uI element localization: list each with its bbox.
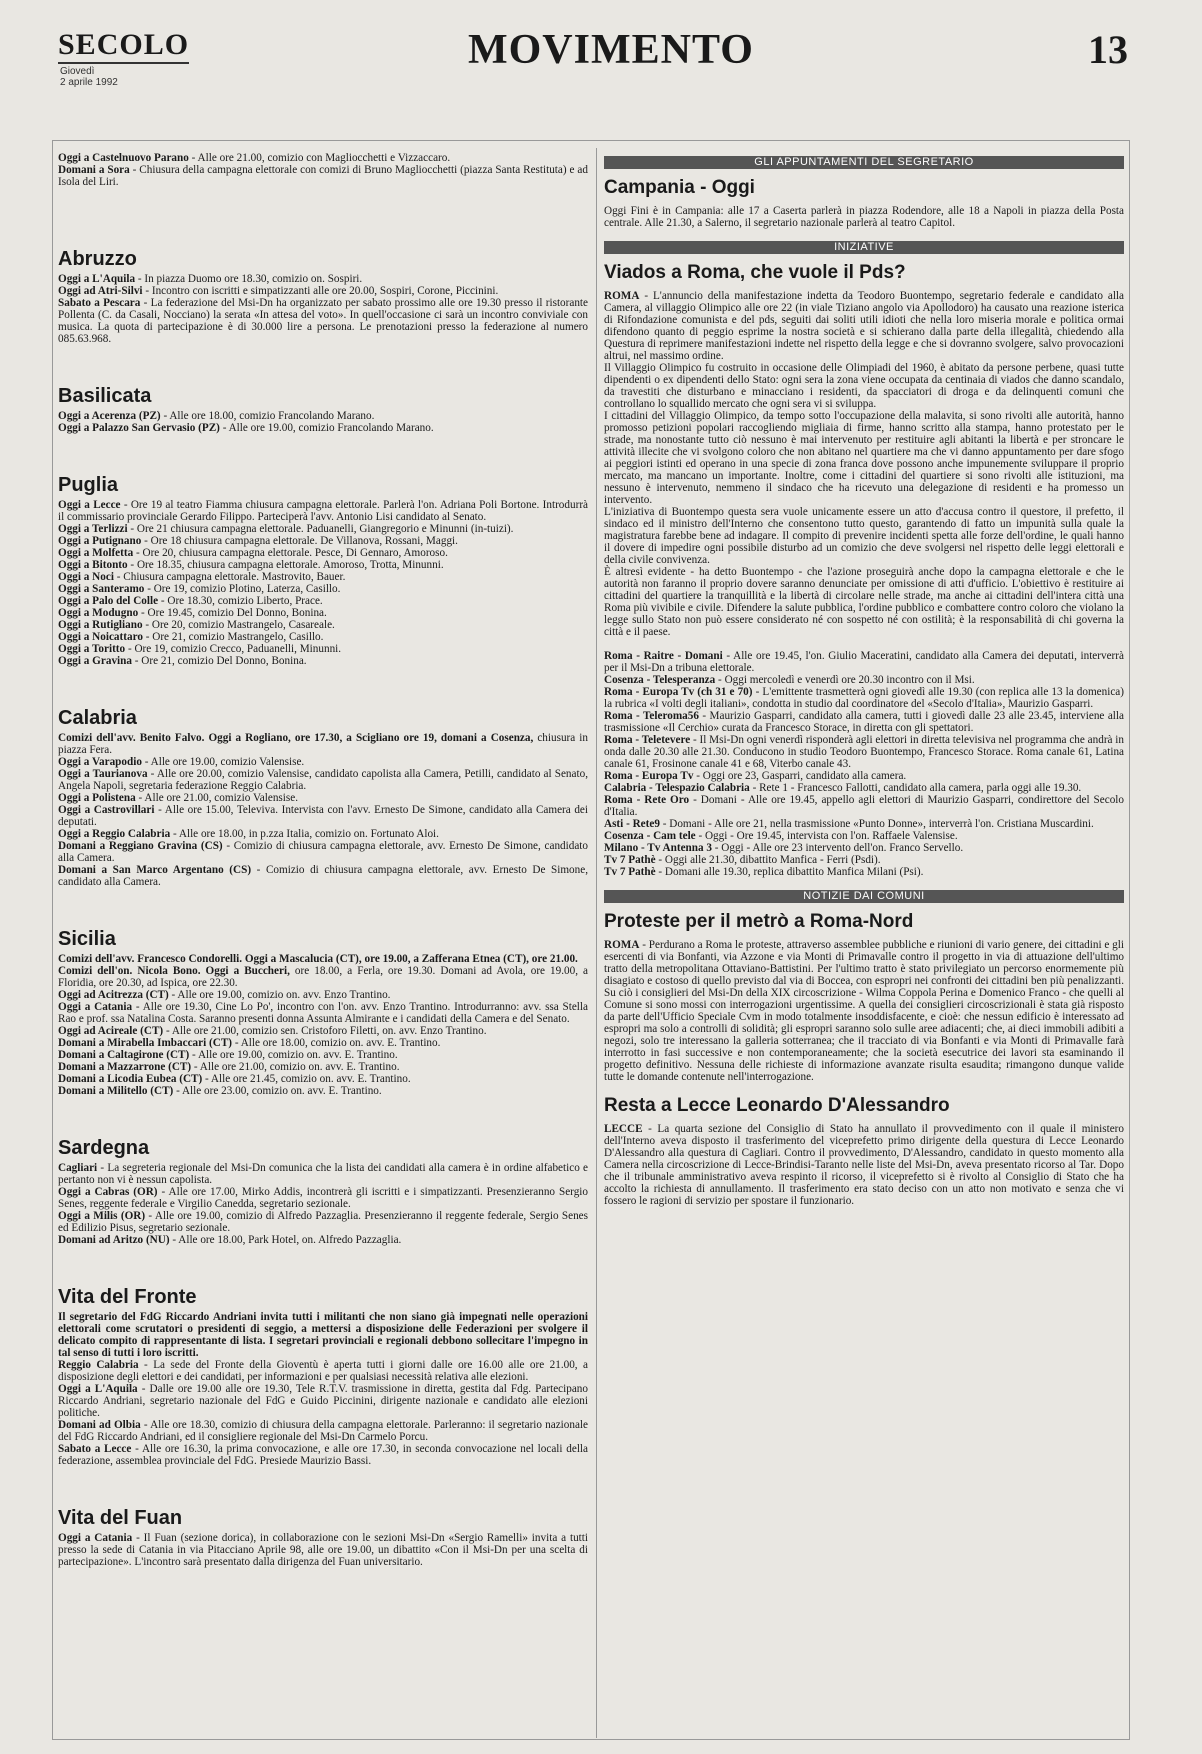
appointment-line (58, 1359, 588, 1383)
appointment-line-lead: Oggi a Noci (58, 571, 114, 583)
article-paragraph (604, 506, 1124, 566)
appointment-line (58, 792, 588, 804)
campania-text: Oggi Fini è in Campania: alle 17 a Caserta parlerà in piazza Rodendore, alle 18 a Napoli in piazza della Posta centrale. Alle 21.30, a Salerno, il segretario nazionale parlerà al teatro Capitol. (604, 205, 1124, 229)
lecce-article (604, 1123, 1124, 1207)
appointment-line-text: - Alle ore 21.00, comizio on. avv. E. Trantino. (191, 1061, 400, 1073)
intro-line-lead: Oggi a Castelnuovo Parano (58, 152, 189, 164)
media-line-text: - Oggi alle 21.30, dibattito Manfica - Ferri (Psdi). (655, 854, 881, 866)
region-section (58, 1137, 588, 1246)
appointment-line-text: - Alle ore 21.00, comizio Valensise. (135, 792, 298, 804)
appointment-line-lead: Sabato a Pescara (58, 297, 141, 309)
appointment-line (58, 864, 588, 888)
appointment-line (58, 965, 588, 989)
appointment-line-text: - Alle ore 19.00, comizio di Alfredo Pazzaglia. Presenzieranno il reggente federale, Sergio Senes ed Edilizio Pisus, segretario sezionale. (58, 1210, 588, 1234)
column-divider (596, 148, 597, 1738)
appointment-line-lead: Domani ad Olbia (58, 1419, 141, 1431)
banner-comuni: NOTIZIE DAI COMUNI (604, 890, 1124, 903)
appointment-line (58, 1419, 588, 1443)
appointment-line (58, 619, 588, 631)
appointment-line (58, 571, 588, 583)
media-line-text: - Oggi ore 23, Gasparri, candidato alla camera. (693, 770, 907, 782)
banner-iniziative: INIZIATIVE (604, 241, 1124, 254)
appointment-line-text: chiusura in piazza Fera. (58, 732, 588, 756)
appointment-line (58, 499, 588, 523)
media-line-lead: Asti - Rete9 (604, 818, 660, 830)
appointment-line (58, 583, 588, 595)
appointment-line-text: - Ore 19.45, comizio Del Donno, Bonina. (138, 607, 327, 619)
media-line-text: - Domani - Alle ore 19.45, appello agli elettori di Maurizio Gasparri, condirettore del Secolo d'Italia. (604, 794, 1124, 818)
intro-line-lead: Domani a Sora (58, 164, 130, 176)
appointment-line-text: - Alle ore 17.00, Mirko Addis, incontrerà gli iscritti e i simpatizzanti. Presenzieranno Sergio Senes, reggente federale e Virgilio Canedda, segretario sezionale. (58, 1186, 588, 1210)
media-line-lead: Cosenza - Telesperanza (604, 674, 716, 686)
region-section (58, 248, 588, 345)
media-line (604, 674, 1124, 686)
appointment-line-lead: Domani a Mirabella Imbaccari (CT) (58, 1037, 233, 1049)
media-line-lead: Milano - Tv Antenna 3 (604, 842, 712, 854)
appointment-line-text: - Alle ore 19.00, comizio on. avv. E. Trantino. (189, 1049, 398, 1061)
appointment-line-lead: Oggi a Putignano (58, 535, 142, 547)
appointment-line-text: - Alle ore 21.00, comizio sen. Cristoforo Filetti, on. avv. Enzo Trantino. (163, 1025, 487, 1037)
appointment-line (58, 595, 588, 607)
appointment-line-text: - La sede del Fronte della Gioventù è aperta tutti i giorni dalle ore 16.00 alle ore 21.00, a disposizione degli elettori e dei candidati, per informazioni e per qualsiasi necessità relativa alle elezioni. (58, 1359, 588, 1383)
appointment-line-text: - Alle ore 18.00, comizio on. avv. E. Trantino. (232, 1037, 441, 1049)
appointment-line (58, 547, 588, 559)
appointment-line-text: - Alle ore 19.00, comizio Francolando Marano. (219, 422, 434, 434)
region-title: Vita del Fuan (58, 1507, 183, 1529)
appointment-line (58, 523, 588, 535)
appointment-line (58, 607, 588, 619)
region-title: Basilicata (58, 385, 152, 407)
media-line (604, 842, 1124, 854)
region-title: Sardegna (58, 1137, 150, 1159)
appointment-line-text: - Chiusura campagna elettorale. Mastrovito, Bauer. (113, 571, 346, 583)
issue-day: Giovedì (60, 66, 95, 77)
section-title: MOVIMENTO (468, 27, 754, 73)
media-line (604, 830, 1124, 842)
appointment-line (58, 1443, 588, 1467)
appointment-line-text: - Alle ore 18.00, Park Hotel, on. Alfredo Pazzaglia. (169, 1234, 402, 1246)
appointment-line-lead: Oggi a Cabras (OR) (58, 1186, 158, 1198)
intro-block (58, 152, 588, 188)
appointment-line (58, 953, 588, 965)
appointment-line-lead: Comizi dell'avv. Benito Falvo. Oggi a Rogliano, ore 17.30, a Scigliano ore 19, domani a Cosenza, (58, 732, 534, 744)
media-line-text: - Oggi mercoledì e venerdì ore 20.30 incontro con il Msi. (715, 674, 975, 686)
appointment-line (58, 756, 588, 768)
article-paragraph (604, 290, 1124, 362)
media-line-lead: Roma - Teleroma56 (604, 710, 699, 722)
region-section (58, 385, 588, 434)
article-paragraph (604, 362, 1124, 410)
appointment-line-text: - Alle ore 18.30, comizio di chiusura della campagna elettorale. Parleranno: il segretario nazionale del FdG Riccardo Andriani, ed il consigliere regionale del Msi-Dn Carmelo Porcu. (58, 1419, 588, 1443)
article-paragraph (604, 410, 1124, 506)
appointment-line-text: - Ore 18 chiusura campagna elettorale. De Villanova, Rossani, Maggi. (141, 535, 458, 547)
appointment-line-lead: Oggi a Santeramo (58, 583, 145, 595)
appointment-line-lead: Oggi a Polistena (58, 792, 136, 804)
media-line (604, 782, 1124, 794)
intro-line-text: - Alle ore 21.00, comizio con Magliocchetti e Vizzaccaro. (188, 152, 451, 164)
appointment-line-text: - Alle ore 19.00, comizio on. avv. Enzo Trantino. (168, 989, 391, 1001)
appointment-line (58, 1210, 588, 1234)
appointment-line-text: - Incontro con iscritti e simpatizzanti alle ore 20.00, Sospiri, Corone, Piccinini. (142, 285, 499, 297)
region-section (58, 1507, 588, 1568)
appointment-line (58, 1162, 588, 1186)
appointment-line-text: - Ore 20, comizio Mastrangelo, Casareale. (142, 619, 335, 631)
appointment-line (58, 631, 588, 643)
media-line (604, 770, 1124, 782)
media-line-lead: Cosenza - Cam tele (604, 830, 696, 842)
appointment-line-lead: Oggi a Palo del Colle (58, 595, 159, 607)
appointment-line (58, 643, 588, 655)
article-paragraph-text: L'iniziativa di Buontempo questa sera vuole unicamente essere un atto d'accusa contro il questore, il prefetto, il sindaco ed il ministro dell'Interno che consentono tutto questo, garantendo di fatto un impunità sulla quale la magistratura farebbe bene ad indagare. Il compito di prevenire incidenti spetta alle forze dell'ordine, le quali hanno il dovere di impedire ogni possibile disturbo ad un comizio che deve svolgersi nel rispetto delle leggi elettorali e della civile convivenza. (604, 506, 1124, 566)
appointment-line-text: - Alle ore 19.00, comizio Valensise. (141, 756, 305, 768)
media-line-text: - Domani alle 19.30, replica dibattito Manfica Milani (Psi). (655, 866, 924, 878)
appointment-line-lead: Oggi a Modugno (58, 607, 139, 619)
appointment-line-lead: Domani ad Aritzo (NU) (58, 1234, 170, 1246)
appointment-line (58, 1025, 588, 1037)
media-line-lead: Calabria - Telespazio Calabria (604, 782, 750, 794)
appointment-line-lead: Domani a San Marco Argentano (CS) (58, 864, 252, 876)
appointment-line-lead: Domani a Licodia Eubea (CT) (58, 1073, 203, 1085)
media-line-text: - Il Msi-Dn ogni venerdì risponderà agli elettori in diretta televisiva nel programma che andrà in onda dalle 20.30 alle 21.30. Conducono in studio Teodoro Buontempo, Francesco Storace. Roma canale 61, Latina canale 61, Frosinone canale 41 e 68, Viterbo canale 43. (604, 734, 1124, 770)
appointment-line-lead: Oggi a L'Aquila (58, 273, 136, 285)
appointment-line-lead: Oggi a Noicattaro (58, 631, 143, 643)
appointment-line (58, 1073, 588, 1085)
article-paragraph-text: I cittadini del Villaggio Olimpico, da tempo sotto l'occupazione della malavita, si sono rivolti alle autorità, hanno promosso petizioni popolari raccogliendo migliaia di firme, hanno scritto alla stampa, hanno protestato per le strade, ma nonostante tutto ciò nessuno è mai intervenuto per restituire agli abitanti la libertà e per stroncare le attività illecite che vi svolgono coloro che non abitano nel quartiere ma che vi danno appuntamento per dare sfogo ai peggiori istinti ed operano in una specie di zona franca dove possono anche impunemente sviluppare il proprio mercato, ma mancano un importante. Inoltre, come i cittadini del quartiere si sono rivolti alle istituzioni, ma nessuno è intervenuto, nemmeno il sindaco che ha ricevuto una delegazione di residenti e ha promesso un intervento. (604, 410, 1124, 506)
banner-appuntamenti: GLI APPUNTAMENTI DEL SEGRETARIO (604, 156, 1124, 169)
regions-list (58, 248, 588, 1568)
media-line-text: - Maurizio Gasparri, candidato alla camera, tutti i giovedì dalle 23 alle 23.45, interviene alla trasmissione «Il Cerchio» curata da Francesco Storace, in diretta con gli spettatori. (604, 710, 1124, 734)
appointment-line (58, 1061, 588, 1073)
region-title: Calabria (58, 707, 137, 729)
appointment-line-text: - Ore 21, comizio Del Donno, Bonina. (131, 655, 307, 667)
media-line (604, 854, 1124, 866)
article-paragraph (604, 566, 1124, 638)
left-column (58, 152, 588, 1737)
appointment-line-text: - Dalle ore 19.00 alle ore 19.30, Tele R.T.V. trasmissione in diretta, gestita dal Fdg. Partecipano Riccardo Andriani, segretario nazionale del FdG e Guido Piccinini, dirigente nazionale e candidato alle elezioni politiche. (58, 1383, 588, 1419)
appointment-line-text: ore 18.00, a Ferla, ore 19.30. Domani ad Avola, ore 19.00, a Floridia, ore 20.30, ad Ispica, ore 22.30. (58, 965, 588, 989)
newspaper-logo: SECOLO (58, 28, 190, 61)
appointment-line-lead: Oggi a Taurianova (58, 768, 148, 780)
media-line (604, 866, 1124, 878)
media-line-text: - Alle ore 19.45, l'on. Giulio Maceratini, candidato alla Camera dei deputati, interverrà per il Msi-Dn a tribuna elettorale. (604, 650, 1124, 674)
appointment-line-lead: Domani a Caltagirone (CT) (58, 1049, 190, 1061)
appointment-line-text: - Alle ore 16.30, la prima convocazione, e alle ore 17.30, in seconda convocazione nel locali della federazione, assemblea provinciale del FdG. Presiede Maurizio Bassi. (58, 1443, 588, 1467)
appointment-line (58, 828, 588, 840)
media-line-lead: Roma - Teletevere (604, 734, 691, 746)
appointment-line-text: - Comizio di chiusura campagna elettorale, avv. Ernesto De Simone, candidato alla Camera. (58, 864, 588, 888)
appointment-line-lead: Oggi ad Acireale (CT) (58, 1025, 164, 1037)
appointment-line (58, 410, 588, 422)
lecce-heading: Resta a Lecce Leonardo D'Alessandro (604, 1095, 950, 1116)
appointment-line-lead: Oggi a Acerenza (PZ) (58, 410, 161, 422)
metro-paragraph-text: - Perdurano a Roma le proteste, attraverso assemblee pubbliche e riunioni di vario genere, dei cittadini e gli esercenti di via Bonfanti, via Azzone e via Monti di Primavalle contro il progetto in via di attuazione dell'ultimo tratto della metropolitana Ottaviano-Battistini. Per l'ultimo tratto è stato privilegiato un percorso enormemente più disagiato e costoso di quello previsto dal via di Boccea, con espropri nei confronti dei cittadini ben più penalizzanti. Su ciò i consiglieri del Msi-Dn della XIX circoscrizione - Wilma Coppola Perina e Domenico Franco - che quelli al Comune si sono mossi con interrogazioni urgentissime. A quella dei consiglieri circoscrizionali è stata già risposto da parte dell'Ufficio Speciale Cvm in modo totalmente insoddisfacente, e cioè: che nessun edificio è interessato ad espropri ma solo a controlli di solidità; gli espropri saranno solo sulle aree adiacenti; che, ai dieci immobili adibiti a negozi, solo tre interessano la galleria sotterranea; che il tracciato di via Bonfanti e via Monti di Primavalle farà interrotto in fasi successive e non contemporaneamente; che la società esecutrice dei lavori sta esaminando il progetto definitivo. Nessuna delle richieste di informazione avanzate risulta esaudita; rimangono dunque valide tutte le domande contenute nell'interrogazione. (604, 939, 1124, 1083)
media-line (604, 818, 1124, 830)
appointment-line-lead: Oggi a Varapodio (58, 756, 142, 768)
appointment-line (58, 1186, 588, 1210)
metro-heading: Proteste per il metrò a Roma-Nord (604, 911, 914, 932)
appointment-line-text: - Ore 19, comizio Plotino, Laterza, Casillo. (144, 583, 341, 595)
appointment-line-text: - Ore 18.35, chiusura campagna elettorale. Amoroso, Trotta, Minunni. (127, 559, 444, 571)
metro-paragraph (604, 939, 1124, 1083)
viados-article (604, 290, 1124, 638)
region-section (58, 1286, 588, 1467)
appointment-line (58, 1037, 588, 1049)
metro-article (604, 939, 1124, 1083)
appointment-line-lead: Oggi a Catania (58, 1532, 133, 1544)
media-line-lead: Roma - Rete Oro (604, 794, 690, 806)
appointment-line-text: - Alle ore 18.00, comizio Francolando Marano. (160, 410, 375, 422)
right-column (604, 152, 1124, 1737)
appointment-line (58, 655, 588, 667)
article-paragraph-text: È altresì evidente - ha detto Buontempo - che l'azione proseguirà anche dopo la campagna elettorale e che le autorità non faranno il proprio dovere saranno denunciate per omissione di atti d'ufficio. L'obiettivo è restituire ai cittadini del quartiere la tranquillità e la libertà di circolare nelle strade, ma anche ai cittadini dell'intera città una Roma più vivibile e civile. Difendere la salute pubblica, l'ordine pubblico e combattere contro coloro che violano la legge sullo Stato non può essere considerato né con sospetto né con ostilità; è la responsabilità di chi governa la città e il paese. (604, 566, 1124, 638)
region-title: Sicilia (58, 928, 116, 950)
appointment-line-lead: Oggi a Lecce (58, 499, 121, 511)
appointment-line (58, 989, 588, 1001)
appointment-line-text: - Alle ore 20.00, comizio Valensise, candidato capolista alla Camera, Petilli, candidato al Senato, Angela Napoli, segretaria federazione Reggio Calabria. (58, 768, 588, 792)
appointment-line-lead: Oggi a Castrovillari (58, 804, 155, 816)
appointment-line (58, 732, 588, 756)
appointment-line-text: - In piazza Duomo ore 18.30, comizio on. Sospiri. (135, 273, 363, 285)
region-section (58, 474, 588, 667)
appointment-line-lead: Domani a Militello (CT) (58, 1085, 174, 1097)
intro-line (58, 152, 588, 164)
region-title: Vita del Fronte (58, 1286, 197, 1308)
appointment-line (58, 768, 588, 792)
appointment-line-lead: Oggi a Catania (58, 1001, 133, 1013)
campania-heading: Campania - Oggi (604, 177, 755, 198)
media-line-text: - Rete 1 - Francesco Fallotti, candidato alla camera, parla oggi alle 19.30. (749, 782, 1082, 794)
media-line-text: - Oggi - Ore 19.45, intervista con l'on. Raffaele Valensise. (695, 830, 958, 842)
appointment-line-lead: Cagliari (58, 1162, 98, 1174)
media-line (604, 734, 1124, 770)
media-line-lead: Roma - Europa Tv (604, 770, 694, 782)
appointment-line (58, 422, 588, 434)
appointment-line (58, 804, 588, 828)
lecce-paragraph (604, 1123, 1124, 1207)
appointment-line (58, 559, 588, 571)
appointment-line (58, 297, 588, 345)
media-line-text: - Domani - Alle ore 21, nella trasmissione «Punto Donne», interverrà l'on. Cristiana Muscardini. (659, 818, 1094, 830)
appointment-line-lead: Il segretario del FdG Riccardo Andriani invita tutti i militanti che non siano già impegnati nelle operazioni elettorali come scrutatori o presidenti di seggio, a mettersi a disposizione delle Federazioni per svolgere il delicato compito di rappresentante di lista. I segretari provinciali e regionali debbono sollecitare l'impegno in tal senso di tutti i loro iscritti. (58, 1311, 588, 1359)
media-line (604, 710, 1124, 734)
appointment-line-text: - Alle ore 18.00, in p.zza Italia, comizio on. Fortunato Aloi. (170, 828, 439, 840)
appointment-line-text: - Alle ore 21.45, comizio on. avv. E. Trantino. (202, 1073, 411, 1085)
appointment-line-lead: Oggi a Terlizzi (58, 523, 128, 535)
appointment-line-lead: Oggi ad Atri-Silvi (58, 285, 143, 297)
region-title: Puglia (58, 474, 119, 496)
intro-line-text: - Chiusura della campagna elettorale con comizi di Bruno Magliocchetti (piazza Santa Restituta) e ad Isola del Liri. (58, 164, 588, 188)
region-section (58, 707, 588, 888)
appointment-line-text: - La federazione del Msi-Dn ha organizzato per sabato prossimo alle ore 19.30 presso il ristorante Pollenta (C. da Casali, Nocciano) la serata «In attesa del voto». In quell'occasione ci sarà un incontro conviviale con musica. La quota di partecipazione è di 30.000 lire a persona. Le prenotazioni presso la federazione al numero 085.63.968. (58, 297, 588, 345)
media-line-lead: Tv 7 Pathè (604, 866, 656, 878)
intro-line (58, 164, 588, 188)
appointment-line-lead: Oggi a Palazzo San Gervasio (PZ) (58, 422, 220, 434)
appointment-line-lead: Oggi a Milis (OR) (58, 1210, 146, 1222)
appointment-line-text: - Il Fuan (sezione dorica), in collaborazione con le sezioni Msi-Dn «Sergio Ramelli» invita a tutti presso la sede di Catania in via Pitacciano Aprile 98, alle ore 19.00, un dibattito «Con il Msi-Dn per una scelta di partecipazione». L'incontro sarà presentato dalla dirigenza del Fuan universitario. (58, 1532, 588, 1568)
viados-heading: Viados a Roma, che vuole il Pds? (604, 262, 906, 283)
article-paragraph-lead: ROMA (604, 290, 640, 302)
appointment-line-text: - Ore 20, chiusura campagna elettorale. Pesce, Di Gennaro, Amoroso. (133, 547, 448, 559)
appointment-line-text: - Ore 21, comizio Mastrangelo, Casillo. (142, 631, 324, 643)
issue-date (60, 66, 118, 88)
appointment-line-text: - Alle ore 23.00, comizio on. avv. E. Trantino. (173, 1085, 382, 1097)
appointment-line (58, 1234, 588, 1246)
appointment-line (58, 1085, 588, 1097)
appointment-line-lead: Reggio Calabria (58, 1359, 139, 1371)
media-line-lead: Tv 7 Pathè (604, 854, 656, 866)
appointment-line (58, 840, 588, 864)
appointment-line-lead: Oggi a Rutigliano (58, 619, 143, 631)
appointment-line-lead: Oggi a Reggio Calabria (58, 828, 171, 840)
masthead (58, 24, 1128, 94)
media-line (604, 794, 1124, 818)
issue-date-text: 2 aprile 1992 (60, 77, 118, 88)
appointment-line-lead: Oggi a Bitonto (58, 559, 128, 571)
appointment-line-text: - Alle ore 19.30, Cine Lo Po', incontro con l'on. avv. Enzo Trantino. Introdurranno: avv. ssa Stella Rao e prof. ssa Natalina Costa. Saranno presenti donna Assunta Almirante e i candidati della Camera e del Senato. (58, 1001, 588, 1025)
appointment-line-text: - Alle ore 15.00, Televiva. Intervista con l'avv. Ernesto De Simone, candidato alla Camera dei deputati. (58, 804, 588, 828)
appointment-line-lead: Oggi ad Acitrezza (CT) (58, 989, 169, 1001)
appointment-line-lead: Oggi a Toritto (58, 643, 126, 655)
article-paragraph-text: - L'annuncio della manifestazione indetta da Teodoro Buontempo, segretario federale e candidato alla Camera, al villaggio Olimpico alle ore 22 (in viale Tiziano angolo via Apollodoro) ha causato una reazione isterica di Rifondazione comunista e del pds, seguiti dai soliti utili idioti che nella loro miseria morale e politica ormai difendono quanto di peggio esprime la nostra società e si schierano dalla parte della illegalità, chiedendo alla Questura di reprimere manifestazioni indette nel rispetto della legge e che si dovranno svolgere, salvo provocazioni altrui, nel massimo ordine. (604, 290, 1124, 362)
media-appointments (604, 650, 1124, 878)
appointment-line (58, 1532, 588, 1568)
media-line-text: - L'emittente trasmetterà ogni giovedì alle 19.30 (con replica alle 13 la domenica) la rubrica «I volti degli italiani», condotta in studio dal coordinatore del «Secolo d'Italia», Maurizio Gasparri. (604, 686, 1124, 710)
lecce-paragraph-lead: LECCE (604, 1123, 643, 1135)
appointment-line-text: - Comizio di chiusura campagna elettorale, avv. Ernesto De Simone, candidato alla Camera. (58, 840, 588, 864)
appointment-line (58, 285, 588, 297)
appointment-line (58, 535, 588, 547)
region-title: Abruzzo (58, 248, 137, 270)
page-number: 13 (1088, 27, 1128, 72)
lecce-paragraph-text: - La quarta sezione del Consiglio di Stato ha annullato il provvedimento con il quale il ministero dell'Interno aveva disposto il trasferimento del viceprefetto primo dirigente della questura di Lecce Leonardo D'Alessandro alla questura di Cagliari. Contro il provvedimento, D'Alessandro, candidato in questo momento alla Camera nella circoscrizione di Lecce-Brindisi-Taranto nelle liste del Msi-Dn, aveva presentato ricorso al Tar. Dopo che il tribunale amministrativo aveva respinto il ricorso, il viceprefetto si è rivolto al Consiglio di Stato che ha accolto la richiesta di annullamento. Il trasferimento era stato deciso con un atto non motivato e senza che vi fossero le ragioni di servizio per spostare il funzionario. (604, 1123, 1124, 1207)
appointment-line-lead: Comizi dell'on. Nicola Bono. Oggi a Buccheri, (58, 965, 290, 977)
appointment-line (58, 1049, 588, 1061)
appointment-line-lead: Sabato a Lecce (58, 1443, 132, 1455)
appointment-line-lead: Oggi a L'Aquila (58, 1383, 138, 1395)
appointment-line-text: - Ore 19 al teatro Fiamma chiusura campagna elettorale. Parlerà l'on. Adriana Poli Bortone. Introdurrà il commissario provinciale Gerardo Filippo. Parteciperà l'avv. Antonio Lisi candidato al Senato. (58, 499, 588, 523)
metro-paragraph-lead: ROMA (604, 939, 640, 951)
article-paragraph-text: Il Villaggio Olimpico fu costruito in occasione delle Olimpiadi del 1960, è abitato da persone perbene, quasi tutte dipendenti o ex dipendenti dello Stato: ogni sera la zona viene occupata da centinaia di viados che danno scandalo, da travestiti che disturbano e minacciano i residenti, da spacciatori di droga e da delinquenti comuni che controllano lo squallido mercato che ogni sera vi si sviluppa. (604, 362, 1124, 410)
appointment-line (58, 1311, 588, 1359)
appointment-line (58, 273, 588, 285)
appointment-line-lead: Oggi a Molfetta (58, 547, 134, 559)
appointment-line-lead: Domani a Mazzarrone (CT) (58, 1061, 192, 1073)
region-section (58, 928, 588, 1097)
appointment-line-text: - Ore 19, comizio Crecco, Paduanelli, Minunni. (125, 643, 342, 655)
media-line (604, 650, 1124, 674)
media-line-text: - Oggi - Alle ore 23 intervento dell'on. Franco Servello. (711, 842, 964, 854)
appointment-line-text: - La segreteria regionale del Msi-Dn comunica che la lista dei candidati alla camera è in ordine alfabetico e pertanto non vi è nessun capolista. (58, 1162, 588, 1186)
appointment-line (58, 1383, 588, 1419)
media-line-lead: Roma - Raitre - Domani (604, 650, 723, 662)
appointment-line-lead: Oggi a Gravina (58, 655, 132, 667)
appointment-line (58, 1001, 588, 1025)
media-line-lead: Roma - Europa Tv (ch 31 e 70) (604, 686, 753, 698)
appointment-line-lead: Comizi dell'avv. Francesco Condorelli. Oggi a Mascalucia (CT), ore 19.00, a Zafferana Etnea (CT), ore 21.00. (58, 953, 578, 965)
appointment-line-lead: Domani a Reggiano Gravina (CS) (58, 840, 223, 852)
media-line (604, 686, 1124, 710)
appointment-line-text: - Ore 21 chiusura campagna elettorale. Paduanelli, Giangregorio e Minunni (in-tuizi). (127, 523, 514, 535)
appointment-line-text: - Ore 18.30, comizio Liberto, Prace. (158, 595, 323, 607)
